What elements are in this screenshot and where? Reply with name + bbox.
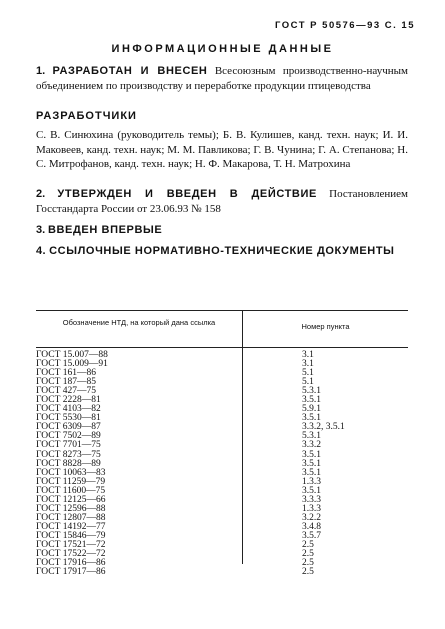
row-clause: 5.3.1	[302, 431, 321, 442]
item-4	[36, 244, 408, 259]
row-clause: 2.5	[302, 558, 314, 569]
row-document: ГОСТ 7502—89	[36, 431, 101, 442]
row-clause: 3.1	[302, 359, 314, 370]
row-clause: 2.5	[302, 539, 314, 550]
row-document: ГОСТ 12807—88	[36, 512, 106, 523]
document-title: ИНФОРМАЦИОННЫЕ ДАННЫЕ	[111, 43, 334, 55]
row-clause: 3.2.2	[302, 512, 321, 523]
row-document: ГОСТ 427—75	[36, 386, 96, 397]
row-clause: 3.5.1	[302, 413, 321, 424]
row-document: ГОСТ 12125—66	[36, 494, 106, 505]
row-clause: 3.3.2	[302, 440, 321, 451]
row-document: ГОСТ 8273—75	[36, 449, 101, 460]
row-clause: 5.9.1	[302, 404, 321, 415]
row-clause: 3.3.2, 3.5.1	[302, 422, 345, 433]
item-3	[36, 223, 408, 238]
row-document: ГОСТ 12596—88	[36, 503, 106, 514]
item-1-heading: РАЗРАБОТАН И ВНЕСЕН	[52, 65, 208, 77]
row-document: ГОСТ 2228—81	[36, 395, 101, 406]
row-clause: 3.1	[302, 350, 314, 360]
item-2-text: Постановлением Госстандарта России от 23.06.93 № 158	[36, 188, 408, 215]
table-header	[36, 310, 408, 348]
row-clause: 3.5.1	[302, 395, 321, 406]
row-document: ГОСТ 17522—72	[36, 549, 106, 560]
row-document: ГОСТ 11259—79	[36, 476, 106, 487]
page-header: ГОСТ Р 50576—93 С. 15	[274, 20, 415, 31]
item-2	[36, 187, 408, 216]
row-clause: 3.5.1	[302, 458, 321, 469]
reference-table	[36, 310, 408, 577]
row-document: ГОСТ 15.009—91	[36, 359, 108, 370]
developers-heading: РАЗРАБОТЧИКИ	[36, 110, 137, 122]
row-document: ГОСТ 11600—75	[36, 485, 106, 496]
row-document: ГОСТ 4103—82	[36, 404, 101, 415]
row-clause: 3.3.3	[302, 494, 321, 505]
row-clause: 2.5	[302, 549, 314, 560]
row-clause: 1.3.3	[302, 476, 321, 487]
row-document: ГОСТ 15.007—88	[36, 350, 108, 360]
row-clause: 2.5	[302, 567, 314, 578]
row-document: ГОСТ 5530—81	[36, 413, 101, 424]
row-document: ГОСТ 14192—77	[36, 521, 106, 532]
row-clause: 5.3.1	[302, 386, 321, 397]
row-clause: 3.5.7	[302, 530, 321, 541]
item-2-number: 2.	[36, 188, 46, 200]
row-document: ГОСТ 7701—75	[36, 440, 101, 451]
table-body	[36, 348, 408, 577]
item-3-number: 3.	[36, 224, 46, 236]
item-2-heading: УТВЕРЖДЕН И ВВЕДЕН В ДЕЙСТВИЕ	[57, 188, 317, 200]
row-clause: 3.5.1	[302, 449, 321, 460]
column-header-document: Обозначение НТД, на который дана ссылка	[62, 318, 216, 327]
row-document: ГОСТ 8828—89	[36, 458, 101, 469]
row-document: ГОСТ 15846—79	[36, 530, 106, 541]
column-header-clause: Номер пункта	[242, 311, 408, 347]
row-document: ГОСТ 17917—86	[36, 567, 106, 578]
row-document: ГОСТ 17916—86	[36, 558, 106, 569]
item-4-number: 4.	[36, 245, 46, 257]
row-document: ГОСТ 10063—83	[36, 467, 106, 478]
item-3-heading: ВВЕДЕН ВПЕРВЫЕ	[47, 224, 163, 236]
row-clause: 3.5.1	[302, 485, 321, 496]
row-clause: 5.1	[302, 368, 314, 379]
row-clause: 1.3.3	[302, 503, 321, 514]
row-clause: 5.1	[302, 377, 314, 388]
item-1	[36, 64, 408, 93]
row-document: ГОСТ 6309—87	[36, 422, 101, 433]
item-1-text: Всесоюзным производственно-научным объединением по производству и переработке продукции птицеводства	[36, 65, 408, 92]
row-document: ГОСТ 187—85	[36, 377, 96, 388]
row-clause: 3.5.1	[302, 467, 321, 478]
item-4-heading: ССЫЛОЧНЫЕ НОРМАТИВНО-ТЕХНИЧЕСКИЕ ДОКУМЕНТЫ	[49, 245, 395, 257]
item-1-number: 1.	[36, 65, 46, 77]
row-document: ГОСТ 161—86	[36, 368, 96, 379]
row-clause: 3.4.8	[302, 521, 321, 532]
developers-text: С. В. Синюхина (руководитель темы); Б. В. Кулишев, канд. техн. наук; И. И. Маковеев, канд. техн. наук; М. М. Павликова; Г. В. Чунина; Г. А. Степанова; Н. С. Митрофанов, канд. техн. наук; Н. Ф. Макарова, Т. Н. Матрохина	[36, 129, 408, 170]
table-row	[36, 568, 408, 577]
row-document: ГОСТ 17521—72	[36, 539, 106, 550]
